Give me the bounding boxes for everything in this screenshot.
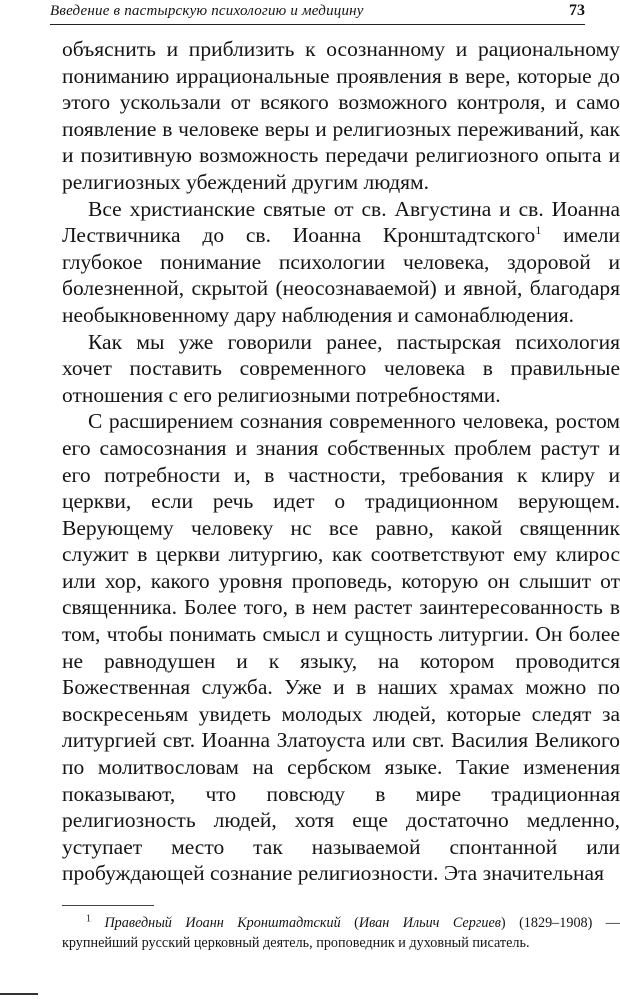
paragraph: Как мы уже говорили ранее, пастырская психология хочет поставить современного человека в правильные отношения с его религиозными потребностями. <box>62 329 620 407</box>
paragraph <box>62 196 620 329</box>
footnote-name: Праведный Иоанн Кронштадтский <box>104 915 341 931</box>
running-title: Введение в пастырскую психологию и медицину <box>50 3 364 19</box>
paragraph: объяснить и приблизить к осознанному и рациональному пониманию иррациональные проявления в вере, которые до этого ускользали от всякого возможного контроля, и само появление в человеке веры и религиозных переживаний, как и позитивную возможность передачи религиозного опыта и религиозных убеждений другим людям. <box>62 37 620 194</box>
footnote-secular-name: Иван Ильич Сергиев <box>358 915 501 931</box>
scan-edge-mark <box>0 993 38 995</box>
footnote-text: ) (1829–1908) — крупнейший русский церковный деятель, проповедник и духовный писатель. <box>62 915 620 951</box>
main-text <box>62 36 620 887</box>
paragraph-text: имели глубокое понимание психологии человека, здоровой и болезненной, скрытой (неосознаваемой) и явной, благодаря необыкновенному дару наблюдения и самонаблюдения. <box>62 223 620 327</box>
footnote-divider <box>62 905 154 906</box>
page-number: 73 <box>569 2 585 19</box>
footnote-number: 1 <box>86 913 91 925</box>
footnote-text: ( <box>340 915 359 931</box>
paragraph: С расширением сознания современного человека, ростом его самосознания и знания собственных проблем растут и его потребности и, в частности, требования к клиру и церкви, если речь идет о традиционном верующем. Верующему человеку нс все равно, какой священник служит в церкви литургию, как соответствуют ему клирос или хор, какого уровня проповедь, которую он слышит от священника. Более того, в нем растет заинтересованность в том, чтобы понимать смысл и сущность литургии. Он более не равнодушен и к языку, на котором проводится Божественная служба. Уже и в наших храмах можно по воскресеньям увидеть молодых людей, которые следят за литургией свт. Иоанна Златоуста или свт. Василия Великого по молитвословам на сербском языке. Такие изменения показывают, что повсюду в мире традиционная религиозность людей, хотя еще достаточно медленно, уступает место так называемой спонтанной или пробуждающей сознание религиозности. Эта значительная <box>62 409 620 886</box>
paragraph-text: Все христианские святые от св. Августина и св. Иоанна Лествичника до св. Иоанна Кронштадтского <box>62 196 620 248</box>
footnote-reference: 1 <box>535 223 542 237</box>
footnote <box>62 913 620 953</box>
running-header <box>50 2 585 25</box>
